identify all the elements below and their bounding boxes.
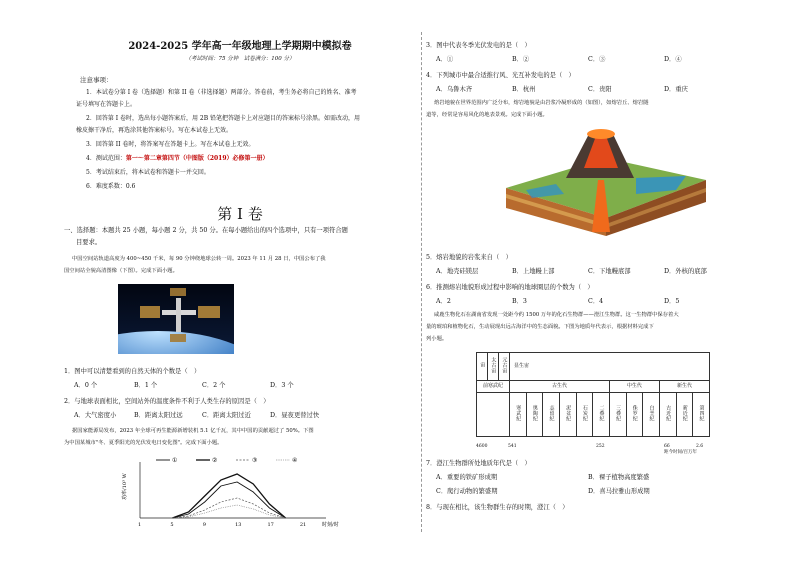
question-2-options <box>74 412 340 421</box>
x-tick-label: 5 <box>170 522 174 528</box>
section-intro: 目要求。 <box>76 239 102 246</box>
column-divider <box>421 32 422 532</box>
x-axis-label: 时刻/时 <box>322 522 339 528</box>
scope-range: 第一～第二章第四节（中图版（2019）必修第一册） <box>125 155 269 162</box>
period-silurian: 志留纪 <box>548 404 555 422</box>
legend-label: ② <box>212 457 218 464</box>
era-cell <box>659 381 709 393</box>
notice-line: 6．难度系数：0.6 <box>86 183 136 190</box>
notice-line: 3．回答第 II 卷时，将答案写在答题卡上。写在本试卷上无效。 <box>86 141 255 148</box>
period-triassic: 三叠纪 <box>615 404 622 422</box>
passage-text: 据国家能源局发布，2023 年全球可再生能源新增装机 5.1 亿千瓦，其中中国的贡献超过了 50%。下图 <box>72 428 314 434</box>
x-tick-label: 17 <box>267 522 274 528</box>
question-6: 6．推测熔岩地貌形成过程中影响的地球圈层的个数为（ ） <box>426 284 594 291</box>
lava-landform-image <box>486 128 726 238</box>
period-cell <box>626 393 643 437</box>
period-cell <box>510 393 527 437</box>
option-b[interactable]: B．上地幔上部 <box>512 268 555 275</box>
option-c[interactable]: C．③ <box>588 56 606 63</box>
notice-line: 5．考试结束后，将本试卷和答题卡一并交回。 <box>86 169 210 176</box>
period-cambrian: 寒武纪 <box>515 404 522 422</box>
passage-text: 为中国某城市"冬、夏季阳光的光伏发电日变化图"。完成下面小题。 <box>64 440 223 446</box>
period-carboniferous: 石炭纪 <box>581 404 588 422</box>
passage-text: 中国空间站轨道高度为 400~450 千米，每 90 分钟绕地球公转一周。2023 年 11 月 28 日，中国公布了我 <box>72 256 326 262</box>
series-line-2 <box>172 474 285 518</box>
question-3-options <box>436 56 724 65</box>
eon-archean: 太古宙 <box>490 356 497 374</box>
period-cell-empty <box>477 393 510 437</box>
x-tick-label: 1 <box>138 522 142 528</box>
option-d[interactable]: D．喜马拉雅山形成期 <box>588 488 650 495</box>
scope-label: 4．测试范围： <box>86 155 126 162</box>
question-1: 1．图中可以清楚看到的自然天体的个数是（ ） <box>64 368 201 375</box>
question-5-options <box>436 268 734 277</box>
legend-label: ④ <box>292 457 298 464</box>
period-cell <box>676 393 693 437</box>
geologic-time-grid <box>476 352 710 437</box>
option-c[interactable]: C．下地幔底部 <box>588 268 631 275</box>
option-d[interactable]: D．外核的底部 <box>664 268 707 275</box>
passage-text: 咸鹿生物化石在湖南省发现一处距今约 1500 万年的化石生物群——澄江生物群。这一生物群中保存着大 <box>434 312 679 318</box>
option-d[interactable]: D．昼夜更替过快 <box>270 412 320 419</box>
question-8: 8．与现在相比，该生物群生存的时期，澄江（ ） <box>426 504 569 511</box>
option-d[interactable]: D．重庆 <box>664 86 688 93</box>
section-intro: 一、选择题：本题共 25 小题，每小题 2 分，共 50 分。在每小题给出的四个选项中，只有一项符合题 <box>64 227 348 234</box>
period-ordovician: 奥陶纪 <box>531 404 538 422</box>
period-cell <box>609 393 626 437</box>
axis-tick: 4600 <box>476 444 488 449</box>
notice-line-scope <box>86 154 412 163</box>
era-cell <box>609 381 659 393</box>
era-precambrian: 前寒武纪 <box>482 383 503 390</box>
notice-line: 证号填写在答题卡上。 <box>76 101 137 108</box>
era-paleozoic: 古生代 <box>551 383 567 390</box>
option-a[interactable]: A．重要的铁矿形成期 <box>436 474 498 481</box>
option-b[interactable]: B．1 个 <box>134 382 158 389</box>
period-cell <box>693 393 710 437</box>
notice-line: 1．本试卷分第 I 卷（选择题）和第 II 卷（非选择题）两部分。答卷前，考生务必将自己的姓名、准考 <box>86 89 357 96</box>
eon-cell-phanerozoic <box>510 353 710 381</box>
option-c[interactable]: C．爬行动物的繁盛期 <box>436 488 498 495</box>
page-title: 2024-2025 学年高一年级地理上学期期中模拟卷 <box>128 41 352 52</box>
period-cell <box>526 393 543 437</box>
option-a[interactable]: A．大气密度小 <box>74 412 117 419</box>
x-tick-label: 21 <box>299 522 307 528</box>
era-cell <box>510 381 610 393</box>
era-cenozoic: 新生代 <box>676 383 692 390</box>
option-d[interactable]: D．④ <box>664 56 682 63</box>
geologic-time-axis <box>476 444 716 456</box>
option-b[interactable]: B．裸子植物高度繁盛 <box>588 474 650 481</box>
question-5: 5．熔岩地貌的岩浆来自（ ） <box>426 254 512 261</box>
period-jurassic: 侏罗纪 <box>631 404 638 422</box>
period-devonian: 泥盆纪 <box>565 404 572 422</box>
eon-proterozoic: 元古宙 <box>501 356 508 374</box>
passage-text: 列小题。 <box>426 336 448 342</box>
option-d[interactable]: D．3 个 <box>270 382 294 389</box>
question-4: 4．下列城市中最合适推行风、光互补发电的是（ ） <box>426 72 575 79</box>
period-quaternary: 第四纪 <box>698 404 705 422</box>
eon-label: 宙 <box>479 362 486 368</box>
geologic-time-table <box>476 352 710 452</box>
axis-label: 距今时间/百万年 <box>664 450 698 455</box>
period-cell <box>659 393 676 437</box>
question-1-options <box>74 382 330 391</box>
exam-info: （考试时间：75 分钟 试卷满分：100 分） <box>185 56 295 62</box>
option-a[interactable]: A．地壳硅镁层 <box>436 268 479 275</box>
option-b[interactable]: B．距离太阳过远 <box>134 412 183 419</box>
notice-line: 橡皮擦干净后，再选涂其他答案标号。写在本试卷上无效。 <box>76 127 233 134</box>
option-c[interactable]: C．4 <box>588 298 604 305</box>
period-cell <box>543 393 560 437</box>
passage-text: 熔岩地貌在世界范围内广泛分布，熔岩地貌是由岩浆冷凝形成的（如图），如熔岩丘、熔岩隧 <box>434 100 649 106</box>
y-axis-label: 功率/10³ W <box>122 473 128 500</box>
notice-heading: 注意事项： <box>80 76 113 84</box>
axis-tick: 66 <box>664 444 670 449</box>
passage-text: 道等，经常是容易风化的地表景观。完成下面小题。 <box>426 112 548 118</box>
period-cell <box>559 393 576 437</box>
question-3: 3．图中代表冬季光伏发电的是（ ） <box>426 42 531 49</box>
eon-label-cell <box>477 353 488 381</box>
period-cell <box>593 393 610 437</box>
eon-cell-proterozoic <box>499 353 510 381</box>
x-tick-label: 9 <box>202 522 206 528</box>
notice-line: 2．回答第 I 卷时，选出每小题答案后，用 2B 铅笔把答题卡上对应题目的答案标号涂黑。如需改动，用 <box>86 115 361 122</box>
eon-phanerozoic: 显生宙 <box>514 363 530 370</box>
x-tick-label: 13 <box>235 522 242 528</box>
pv-output-chart <box>118 454 348 529</box>
option-c[interactable]: C．距离太阳过近 <box>202 412 251 419</box>
option-a[interactable]: A．乌鲁木齐 <box>436 86 473 93</box>
space-station-image <box>118 284 234 354</box>
option-b[interactable]: B．杭州 <box>512 86 536 93</box>
period-paleogene: 古近纪 <box>665 404 672 422</box>
option-a[interactable]: A．2 <box>436 298 451 305</box>
option-a[interactable]: A．① <box>436 56 454 63</box>
option-a[interactable]: A．0 个 <box>74 382 98 389</box>
question-7-options-row2 <box>436 488 738 497</box>
question-7-options-row1 <box>436 474 738 483</box>
period-neogene: 新近纪 <box>681 404 688 422</box>
option-d[interactable]: D．5 <box>664 298 680 305</box>
option-b[interactable]: B．② <box>512 56 530 63</box>
period-cell <box>576 393 593 437</box>
question-7: 7．澄江生物群所处地质年代是（ ） <box>426 460 531 467</box>
question-4-options <box>436 86 724 95</box>
option-c[interactable]: C．2 个 <box>202 382 226 389</box>
legend-label: ① <box>172 457 178 464</box>
era-cell <box>477 381 510 393</box>
legend-label: ③ <box>252 457 258 464</box>
period-cretaceous: 白垩纪 <box>648 404 655 422</box>
passage-text: 量的琥珀和植物化石，生动展现出远古海洋中的生态面貌。下图为地质年代表示，根据材料完成下 <box>426 324 654 330</box>
period-cell <box>643 393 660 437</box>
era-mesozoic: 中生代 <box>626 383 642 390</box>
period-permian: 二叠纪 <box>598 404 605 422</box>
option-c[interactable]: C．贵阳 <box>588 86 612 93</box>
axis-tick: 541 <box>508 444 517 449</box>
option-b[interactable]: B．3 <box>512 298 527 305</box>
eon-cell-archean <box>488 353 499 381</box>
axis-tick: 2.6 <box>696 444 704 449</box>
question-6-options <box>436 298 724 307</box>
axis-tick: 252 <box>596 444 605 449</box>
passage-text: 国空间站全貌高清图像（下图）。完成下面小题。 <box>64 268 178 274</box>
question-2: 2．与地球表面相比，空间站外的温度条件不利于人类生存的原因是（ ） <box>64 398 270 405</box>
section-heading: 第 I 卷 <box>217 205 263 223</box>
